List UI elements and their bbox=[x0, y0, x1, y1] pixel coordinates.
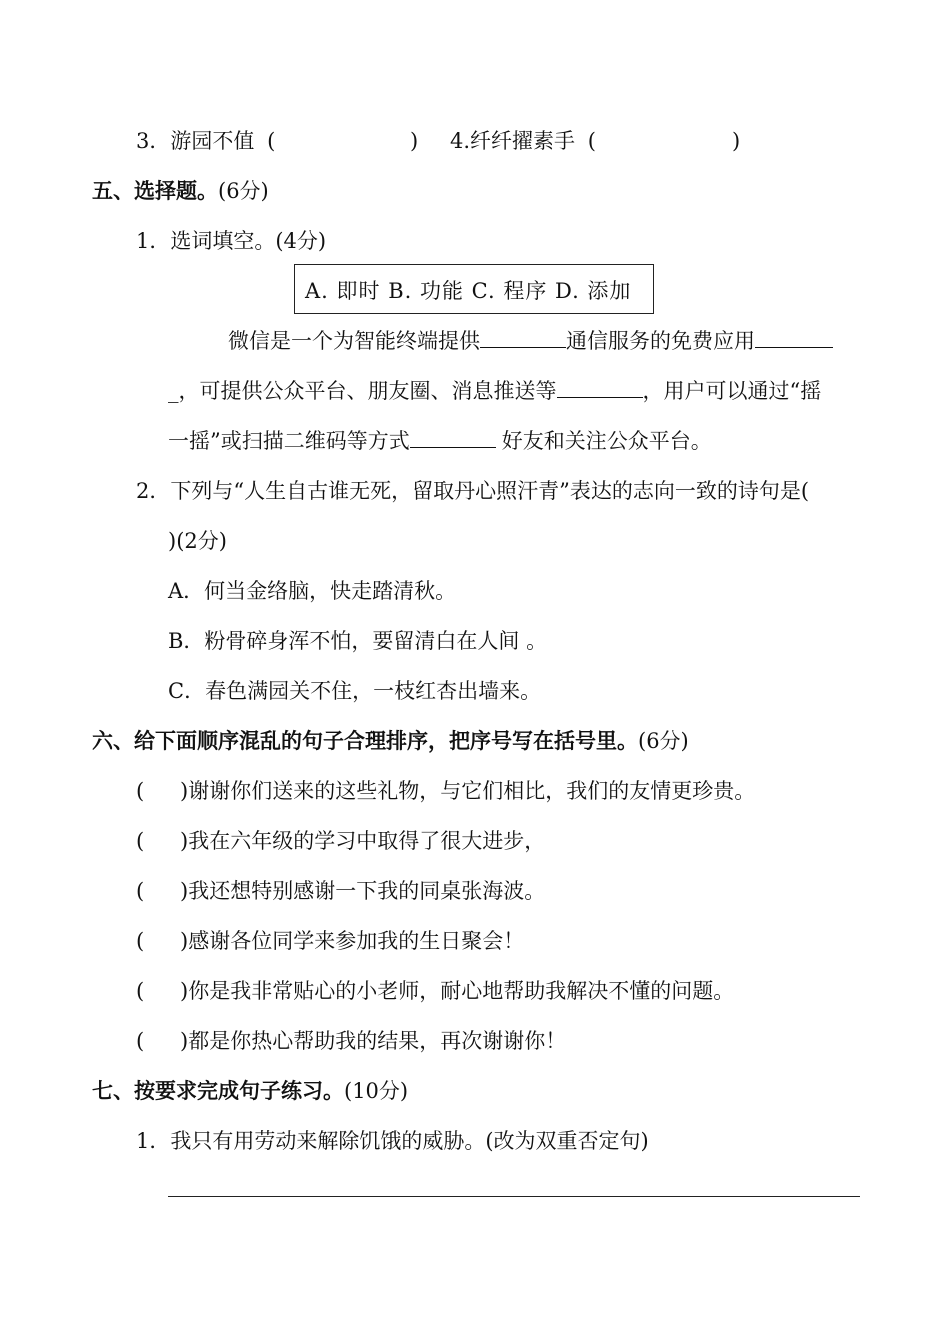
fill-paragraph-line1 bbox=[228, 326, 833, 356]
sort-sentence-6-text: )都是你热心帮助我的结果，再次谢谢你！ bbox=[180, 1029, 567, 1053]
sort-sentence-2-text: )我在六年级的学习中取得了很大进步， bbox=[180, 829, 546, 853]
order-slot-2[interactable]: ( bbox=[136, 829, 145, 853]
sort-sentence-2 bbox=[136, 826, 545, 856]
idiom-3-close-paren: ) bbox=[410, 129, 419, 153]
word-options: A. 即时 B. 功能 C. 程序 D. 添加 bbox=[305, 279, 632, 303]
idiom-item-3 bbox=[136, 126, 275, 156]
section5-title: 五、选择题。 bbox=[92, 178, 218, 203]
blank-1[interactable] bbox=[480, 327, 566, 348]
blank-2[interactable] bbox=[755, 327, 833, 348]
sort-sentence-5-text: )你是我非常贴心的小老师，耐心地帮助我解决不懂的问题。 bbox=[180, 979, 735, 1003]
choice-a: A．何当金络脑，快走踏清秋。 bbox=[168, 579, 457, 603]
sort-sentence-5 bbox=[136, 976, 734, 1006]
section5-q2-line2: )(2分) bbox=[168, 529, 227, 553]
order-slot-6[interactable]: ( bbox=[136, 1029, 145, 1053]
para-l2-text-b: ，用户可以通过“摇 bbox=[642, 379, 822, 403]
choice-c: C．春色满园关不住，一枝红杏出墙来。 bbox=[168, 679, 542, 703]
order-slot-3[interactable]: ( bbox=[136, 879, 145, 903]
fill-paragraph-line2 bbox=[168, 376, 821, 406]
blank-3[interactable] bbox=[557, 377, 643, 398]
order-slot-4[interactable]: ( bbox=[136, 929, 145, 953]
idiom-item-4 bbox=[450, 126, 596, 156]
section7-title: 七、按要求完成句子练习。 bbox=[92, 1078, 344, 1103]
para-l1-text-a: 微信是一个为智能终端提供 bbox=[228, 329, 480, 353]
sort-sentence-1 bbox=[136, 776, 755, 806]
sort-sentence-6 bbox=[136, 1026, 566, 1056]
section5-score: (6分) bbox=[218, 179, 269, 203]
section7-q1: 1．我只有用劳动来解除饥饿的威胁。(改为双重否定句) bbox=[136, 1129, 649, 1153]
idiom-3-open-paren: ( bbox=[267, 129, 276, 153]
idiom-4-close-paren: ) bbox=[732, 129, 741, 153]
para-l1-text-b: 通信服务的免费应用 bbox=[566, 329, 755, 353]
sort-sentence-4 bbox=[136, 926, 524, 956]
order-slot-5[interactable]: ( bbox=[136, 979, 145, 1003]
section7-score: (10分) bbox=[344, 1079, 409, 1103]
section6-heading bbox=[92, 726, 689, 756]
sort-sentence-3-text: )我还想特别感谢一下我的同桌张海波。 bbox=[180, 879, 546, 903]
sort-sentence-4-text: )感谢各位同学来参加我的生日聚会！ bbox=[180, 929, 525, 953]
fill-paragraph-line3 bbox=[168, 426, 712, 456]
section5-heading bbox=[92, 176, 269, 206]
section6-title: 六、给下面顺序混乱的句子合理排序，把序号写在括号里。 bbox=[92, 728, 638, 753]
section5-q1-label: 1．选词填空。(4分) bbox=[136, 229, 327, 253]
order-slot-1[interactable]: ( bbox=[136, 779, 145, 803]
para-l3-text-a: 一摇”或扫描二维码等方式 bbox=[168, 429, 410, 453]
section5-q2-line1: 2．下列与“人生自古谁无死，留取丹心照汗青”表达的志向一致的诗句是( bbox=[136, 479, 810, 503]
section7-heading bbox=[92, 1076, 408, 1106]
choice-b: B．粉骨碎身浑不怕，要留清白在人间 。 bbox=[168, 629, 548, 653]
word-options-box bbox=[294, 264, 654, 314]
blank-4[interactable] bbox=[410, 427, 496, 448]
para-l2-text-a: _，可提供公众平台、朋友圈、消息推送等 bbox=[168, 379, 557, 403]
answer-line[interactable] bbox=[168, 1196, 860, 1197]
idiom-3-label: 3．游园不值 bbox=[136, 129, 255, 153]
sort-sentence-3 bbox=[136, 876, 545, 906]
idiom-4-label: 4.纤纤擢素手 bbox=[450, 129, 576, 153]
section6-score: (6分) bbox=[638, 729, 689, 753]
sort-sentence-1-text: )谢谢你们送来的这些礼物，与它们相比，我们的友情更珍贵。 bbox=[180, 779, 756, 803]
idiom-4-open-paren: ( bbox=[587, 129, 596, 153]
para-l3-text-b: 好友和关注公众平台。 bbox=[501, 429, 712, 453]
